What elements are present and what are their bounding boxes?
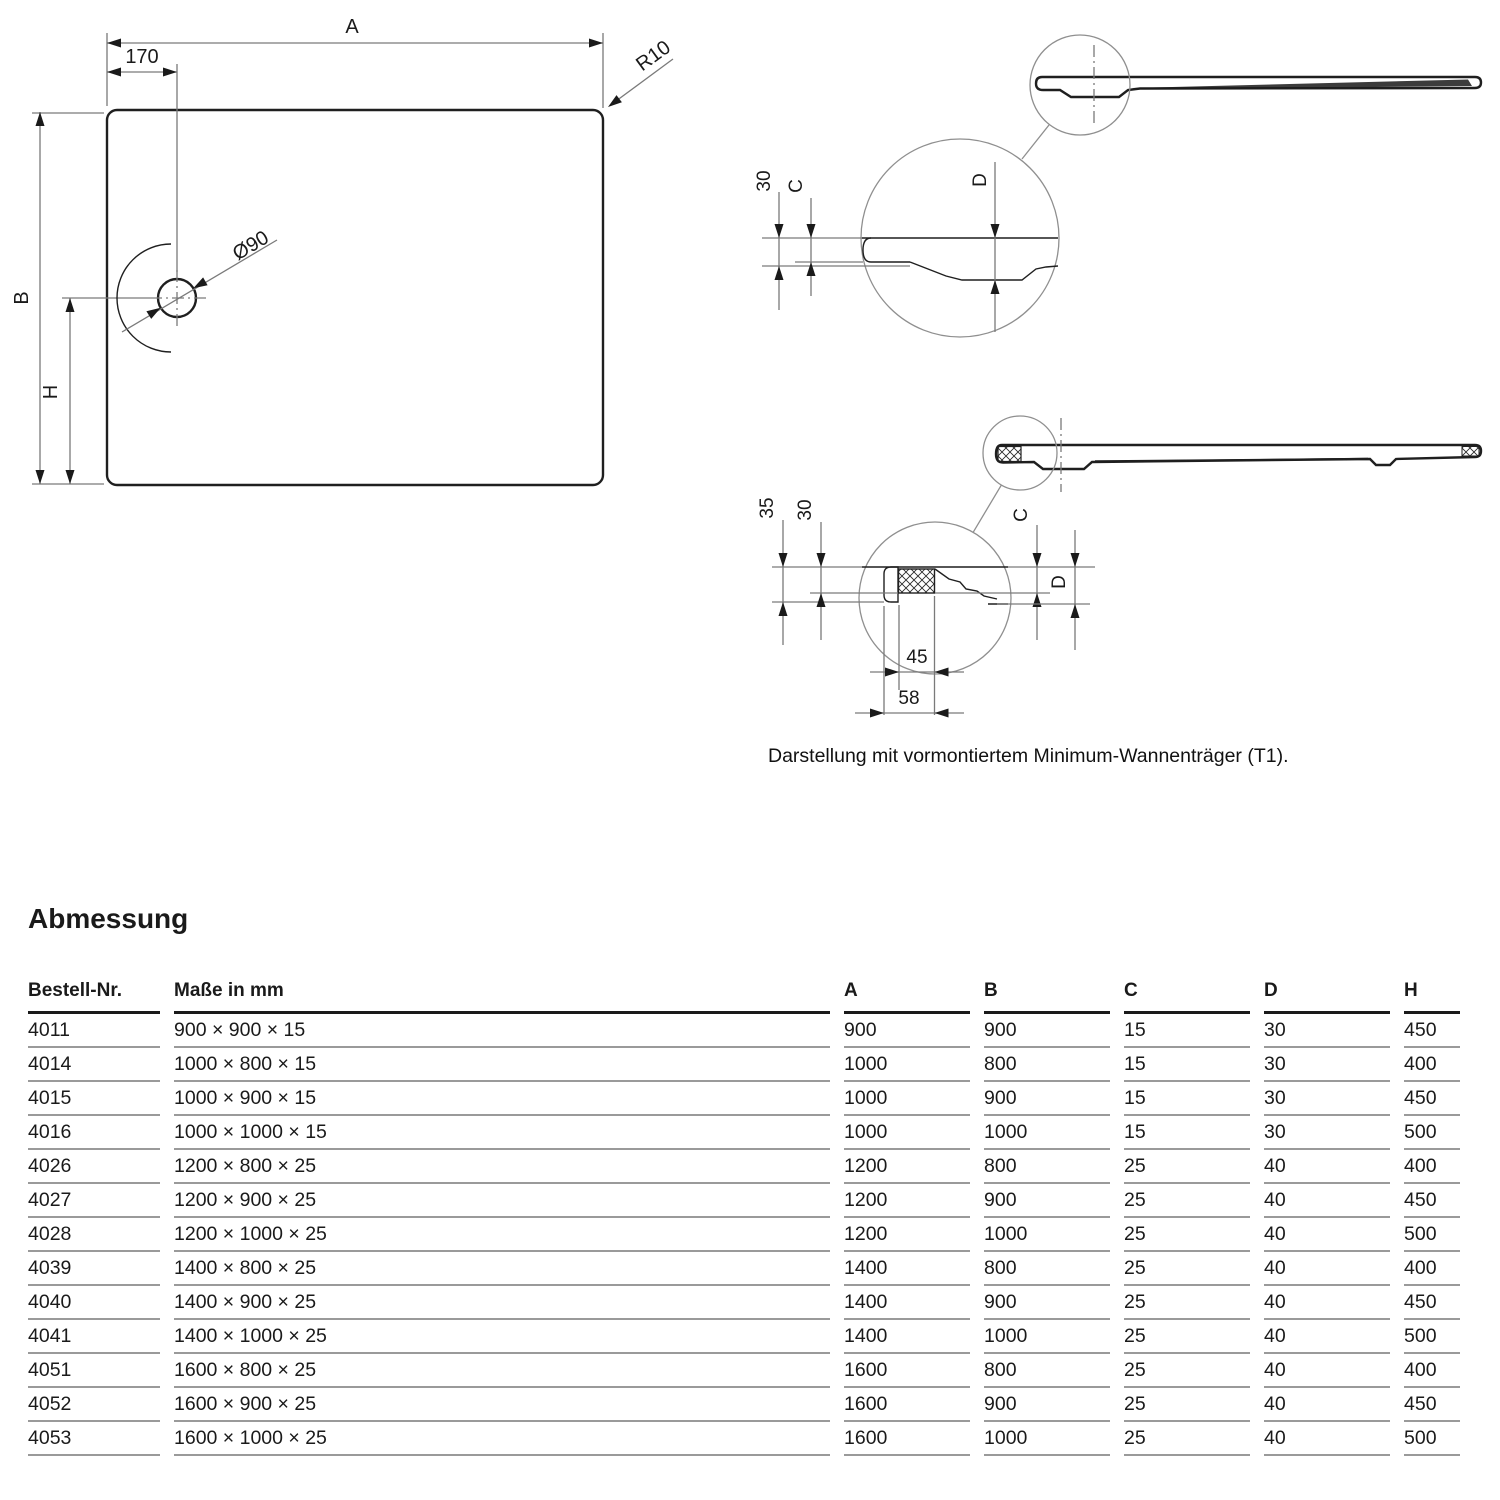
table-cell: 25 [1124,1184,1250,1218]
dim-label-h: H [40,384,62,400]
table-cell: 1000 [844,1048,970,1082]
table-cell: 1200 [844,1150,970,1184]
table-cell: 25 [1124,1320,1250,1354]
column-header-dimensions: Maße in mm [174,976,830,1014]
table-title: Abmessung [28,903,189,934]
table-cell: 40 [1264,1320,1390,1354]
detail2-dim-c [935,508,1095,640]
order-number-cell: 4039 [28,1252,160,1286]
table-cell: 1400 [844,1286,970,1320]
table-cell: 1200 × 900 × 25 [174,1184,830,1218]
table-cell: 25 [1124,1354,1250,1388]
order-number-cell: 4027 [28,1184,160,1218]
side-view-1 [750,0,1500,400]
detail1-label-c: C [786,179,807,193]
table-cell: 1600 [844,1422,970,1456]
table-cell: 1400 × 800 × 25 [174,1252,830,1286]
table-cell: 1400 [844,1252,970,1286]
detail2-label-45: 45 [906,647,928,668]
table-cell: 25 [1124,1218,1250,1252]
table-cell: 800 [984,1252,1110,1286]
table-cell: 15 [1124,1048,1250,1082]
table-cell: 15 [1124,1116,1250,1150]
table-cell: 40 [1264,1354,1390,1388]
order-number-cell: 4040 [28,1286,160,1320]
table-cell: 450 [1404,1388,1460,1422]
table-cell: 900 [984,1286,1110,1320]
detail2-label-58: 58 [898,688,920,709]
table-cell: 400 [1404,1150,1460,1184]
table-cell: 25 [1124,1150,1250,1184]
column-header-a: A [844,976,970,1014]
dim-a [107,16,603,108]
table-cell: 15 [1124,1014,1250,1048]
column-header-h: H [1404,976,1460,1014]
order-number-cell: 4016 [28,1116,160,1150]
table-cell: 400 [1404,1354,1460,1388]
table-cell: 1400 × 1000 × 25 [174,1320,830,1354]
table-cell: 40 [1264,1286,1390,1320]
table-cell: 1000 × 900 × 15 [174,1082,830,1116]
table-cell: 40 [1264,1218,1390,1252]
detail1-label-d: D [970,173,991,187]
table-cell: 25 [1124,1252,1250,1286]
table-cell: 30 [1264,1082,1390,1116]
table-cell: 1000 [844,1116,970,1150]
table-cell: 1000 [984,1320,1110,1354]
table-cell: 400 [1404,1048,1460,1082]
table-cell: 1000 × 1000 × 15 [174,1116,830,1150]
detail1-label-30: 30 [754,170,775,192]
table-cell: 900 [984,1082,1110,1116]
detail2-label-c: C [1011,508,1032,522]
order-number-cell: 4053 [28,1422,160,1456]
table-cell: 450 [1404,1014,1460,1048]
table-cell: 1000 [844,1082,970,1116]
table-cell: 1200 [844,1184,970,1218]
order-number-cell: 4052 [28,1388,160,1422]
support-block-right [1462,447,1479,457]
table-cell: 1600 [844,1354,970,1388]
order-number-cell: 4014 [28,1048,160,1082]
support-block-left [998,447,1021,462]
table-cell: 40 [1264,1252,1390,1286]
dim-label-drain-diameter: Ø90 [229,226,273,266]
table-cell: 900 [984,1184,1110,1218]
table-cell: 15 [1124,1082,1250,1116]
table-cell: 1200 [844,1218,970,1252]
table-cell: 500 [1404,1320,1460,1354]
tray-profile-2 [996,445,1481,469]
order-number-cell: 4041 [28,1320,160,1354]
table-cell: 800 [984,1150,1110,1184]
table-cell: 40 [1264,1422,1390,1456]
table-cell: 900 [844,1014,970,1048]
plan-view-drawing [0,0,720,520]
table-cell: 900 × 900 × 15 [174,1014,830,1048]
table-cell: 800 [984,1354,1110,1388]
table-cell: 500 [1404,1218,1460,1252]
order-number-cell: 4026 [28,1150,160,1184]
table-cell: 900 [984,1014,1110,1048]
detail2-label-35: 35 [757,497,778,519]
table-cell: 450 [1404,1184,1460,1218]
table-cell: 40 [1264,1184,1390,1218]
table-cell: 800 [984,1048,1110,1082]
dim-label-r10: R10 [632,36,675,76]
detail1-dim-30 [754,170,910,310]
dim-r10 [608,36,675,107]
table-cell: 1200 × 800 × 25 [174,1150,830,1184]
detail2-label-30: 30 [795,499,816,521]
detail-profile-1 [862,238,1058,280]
table-cell: 1600 × 900 × 25 [174,1388,830,1422]
table-cell: 1200 × 1000 × 25 [174,1218,830,1252]
detail1-dim-d [970,162,1000,332]
column-header-order-number: Bestell-Nr. [28,976,160,1014]
table-cell: 500 [1404,1116,1460,1150]
order-number-cell: 4011 [28,1014,160,1048]
table-cell: 40 [1264,1150,1390,1184]
column-header-b: B [984,976,1110,1014]
column-header-d: D [1264,976,1390,1014]
side-view-2 [750,400,1500,740]
table-cell: 1000 [984,1116,1110,1150]
table-cell: 30 [1264,1014,1390,1048]
table-cell: 450 [1404,1082,1460,1116]
column-header-c: C [1124,976,1250,1014]
table-cell: 1600 × 1000 × 25 [174,1422,830,1456]
drawing-caption: Darstellung mit vormontiertem Minimum-Wannenträger (T1). [768,745,1289,767]
table-cell: 1400 × 900 × 25 [174,1286,830,1320]
table-cell: 1000 [984,1218,1110,1252]
dim-label-a: A [345,16,359,38]
table-cell: 1600 [844,1388,970,1422]
dimensions-table [28,976,1460,1456]
table-cell: 1400 [844,1320,970,1354]
table-cell: 25 [1124,1422,1250,1456]
table-cell: 30 [1264,1048,1390,1082]
table-cell: 1600 × 800 × 25 [174,1354,830,1388]
table-cell: 25 [1124,1286,1250,1320]
table-cell: 500 [1404,1422,1460,1456]
table-cell: 1000 × 800 × 15 [174,1048,830,1082]
table-cell: 1000 [984,1422,1110,1456]
order-number-cell: 4015 [28,1082,160,1116]
table-cell: 900 [984,1388,1110,1422]
table-cell: 25 [1124,1388,1250,1422]
table-cell: 40 [1264,1388,1390,1422]
table-cell: 450 [1404,1286,1460,1320]
order-number-cell: 4051 [28,1354,160,1388]
detail2-label-d: D [1049,575,1070,589]
dim-label-b: B [11,291,33,305]
detail2-dim-30 [795,499,898,640]
order-number-cell: 4028 [28,1218,160,1252]
table-cell: 30 [1264,1116,1390,1150]
table-cell: 400 [1404,1252,1460,1286]
dim-label-170: 170 [125,46,159,68]
